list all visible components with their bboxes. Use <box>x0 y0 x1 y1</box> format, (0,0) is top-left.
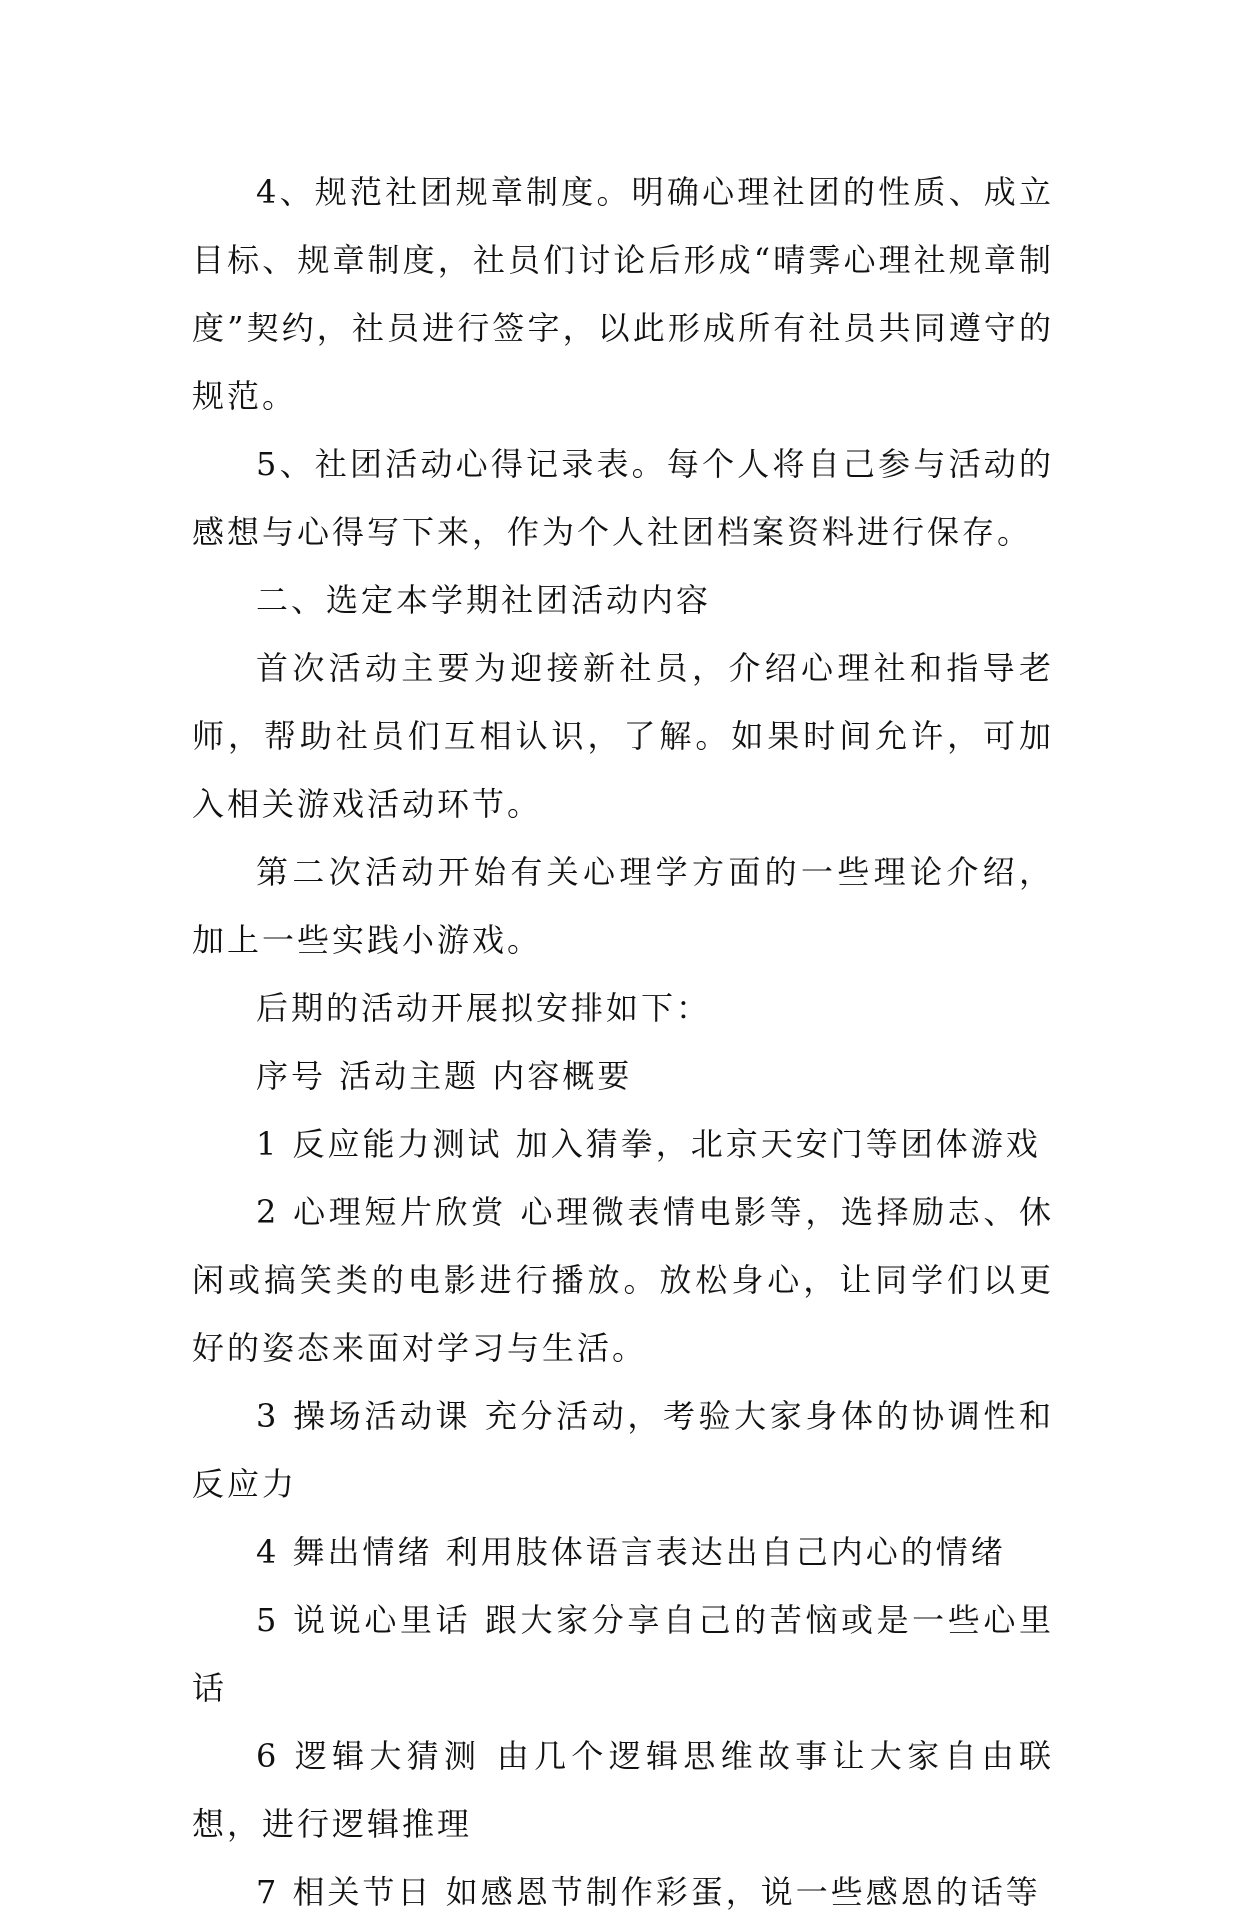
activity-item-5: 5 说说心里话 跟大家分享自己的苦恼或是一些心里话 <box>192 1601 1054 1707</box>
section-heading-activities: 二、选定本学期社团活动内容 <box>256 581 712 619</box>
document-body <box>192 158 1054 1926</box>
activity-item-6: 6 逻辑大猜测 由几个逻辑思维故事让大家自由联想，进行逻辑推理 <box>192 1737 1054 1843</box>
paragraph-later-plan: 后期的活动开展拟安排如下： <box>256 989 712 1027</box>
activity-table-header: 序号 活动主题 内容概要 <box>256 1057 633 1095</box>
activity-item-1: 1 反应能力测试 加入猜拳，北京天安门等团体游戏 <box>256 1125 1041 1163</box>
activity-item-7: 7 相关节日 如感恩节制作彩蛋，说一些感恩的话等 <box>256 1873 1041 1911</box>
paragraph-first-activity: 首次活动主要为迎接新社员，介绍心理社和指导老师，帮助社员们互相认识，了解。如果时间允许，可加入相关游戏活动环节。 <box>192 649 1054 823</box>
paragraph-second-activity: 第二次活动开始有关心理学方面的一些理论介绍，加上一些实践小游戏。 <box>192 853 1054 959</box>
paragraph-record-form: 5、社团活动心得记录表。每个人将自己参与活动的感想与心得写下来，作为个人社团档案资料进行保存。 <box>192 445 1054 551</box>
activity-item-3: 3 操场活动课 充分活动，考验大家身体的协调性和反应力 <box>192 1397 1054 1503</box>
activity-item-4: 4 舞出情绪 利用肢体语言表达出自己内心的情绪 <box>256 1533 1006 1571</box>
paragraph-rules: 4、规范社团规章制度。明确心理社团的性质、成立目标、规章制度，社员们讨论后形成“晴霁心理社规章制度”契约，社员进行签字，以此形成所有社员共同遵守的规范。 <box>192 173 1054 415</box>
activity-item-2: 2 心理短片欣赏 心理微表情电影等，选择励志、休闲或搞笑类的电影进行播放。放松身心，让同学们以更好的姿态来面对学习与生活。 <box>192 1193 1054 1367</box>
